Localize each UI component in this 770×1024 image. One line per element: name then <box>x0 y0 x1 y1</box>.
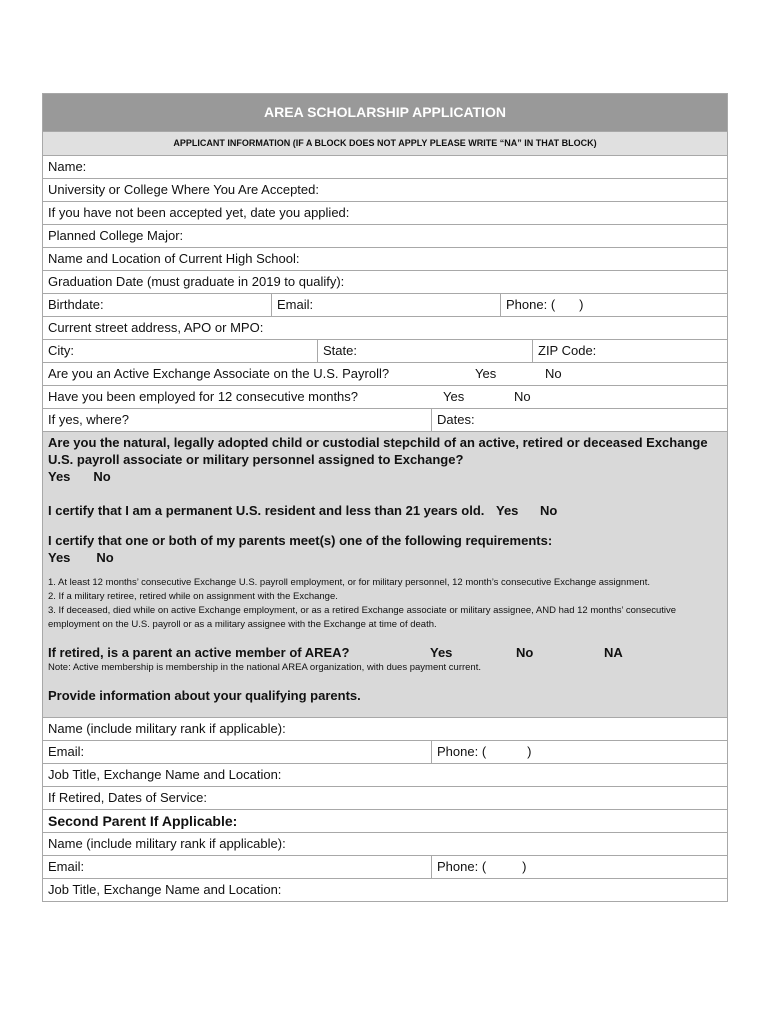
university-field[interactable] <box>43 179 727 202</box>
date-applied-label: If you have not been accepted yet, date you applied: <box>48 205 350 220</box>
resident-no-option[interactable]: No <box>540 503 558 518</box>
high-school-field[interactable] <box>43 248 727 271</box>
high-school-label: Name and Location of Current High School: <box>48 251 300 266</box>
certify-resident-text: I certify that I am a permanent U.S. resident and less than 21 years old. <box>48 503 485 518</box>
child-answer-options <box>48 468 722 485</box>
second-parent-heading: Second Parent If Applicable: <box>48 813 238 829</box>
child-no-option[interactable]: No <box>93 469 111 484</box>
parent1-retired-label: If Retired, Dates of Service: <box>48 790 207 805</box>
parent2-phone-label: Phone: ( <box>437 859 487 874</box>
city-field[interactable]: City: <box>48 343 74 358</box>
employed-question: Have you been employed for 12 consecutive months? <box>48 389 359 404</box>
applicant-email-field[interactable]: Email: <box>271 294 500 316</box>
graduation-date-label: Graduation Date (must graduate in 2019 to qualify): <box>48 274 345 289</box>
retired-member-question: If retired, is a parent an active member of AREA? <box>48 645 350 660</box>
parent2-email-phone-row <box>43 856 727 879</box>
street-address-label: Current street address, APO or MPO: <box>48 320 264 335</box>
employed-row <box>43 386 727 409</box>
retired-na-option[interactable]: NA <box>604 645 623 660</box>
requirement-1: 1. At least 12 months’ consecutive Exchange U.S. payroll employment, or for military personnel, 12 month’s consecutive Exchange assignment. <box>48 577 650 588</box>
requirement-2: 2. If a military retiree, retired while on assignment with the Exchange. <box>48 591 338 602</box>
parents-yes-option[interactable]: Yes <box>48 550 71 565</box>
where-dates-row <box>43 409 727 432</box>
birthdate-email-phone-row <box>43 294 727 317</box>
university-label: University or College Where You Are Accepted: <box>48 182 319 197</box>
provide-info-heading: Provide information about your qualifying parents. <box>48 688 361 703</box>
form-title: AREA SCHOLARSHIP APPLICATION <box>43 94 727 132</box>
parent1-phone-field[interactable] <box>431 741 727 763</box>
phone-label: Phone: ( <box>506 297 556 312</box>
employed-yes-option[interactable]: Yes <box>443 389 465 404</box>
active-yes-option[interactable]: Yes <box>475 366 497 381</box>
child-question: Are you the natural, legally adopted child or custodial stepchild of an active, retired or deceased Exchange U.S. payroll associate or military personnel assigned to Exchange? <box>48 435 708 467</box>
parent1-phone-label: Phone: ( <box>437 744 487 759</box>
birthdate-field[interactable]: Birthdate: <box>48 297 104 312</box>
parents-no-option[interactable]: No <box>96 550 114 565</box>
major-label: Planned College Major: <box>48 228 184 243</box>
major-field[interactable] <box>43 225 727 248</box>
applicant-name-label: Name: <box>48 159 87 174</box>
certify-parents-text: I certify that one or both of my parents meet(s) one of the following requirements: <box>48 533 553 548</box>
parent1-name-field[interactable] <box>43 718 727 741</box>
parent2-name-label: Name (include military rank if applicable): <box>48 836 286 851</box>
city-state-zip-row <box>43 340 727 363</box>
parent1-job-field[interactable] <box>43 764 727 787</box>
dates-field[interactable]: Dates: <box>431 409 727 431</box>
certify-resident-line <box>48 502 722 519</box>
active-no-option[interactable]: No <box>545 366 562 381</box>
employed-no-option[interactable]: No <box>514 389 531 404</box>
state-field[interactable]: State: <box>317 340 532 362</box>
eligibility-section <box>43 432 727 718</box>
parent2-name-field[interactable] <box>43 833 727 856</box>
second-parent-heading-row <box>43 810 727 833</box>
retired-member-line <box>48 644 722 661</box>
parent1-email-field[interactable]: Email: <box>48 744 85 759</box>
requirement-3: 3. If deceased, died while on active Exchange employment, or as a retired Exchange associate or military assignee, AND had 12 months’ consecutive employment on the U.S. payroll or as a military assignee with the Exchange at time of death. <box>48 605 677 630</box>
retired-no-option[interactable]: No <box>516 645 534 660</box>
parent2-job-field[interactable] <box>43 879 727 901</box>
child-yes-option[interactable]: Yes <box>48 469 71 484</box>
active-associate-row <box>43 363 727 386</box>
street-address-field[interactable] <box>43 317 727 340</box>
parent2-email-field[interactable]: Email: <box>48 859 85 874</box>
parents-answer-options <box>48 549 722 566</box>
retired-yes-option[interactable]: Yes <box>430 645 453 660</box>
date-applied-field[interactable] <box>43 202 727 225</box>
parent2-job-label: Job Title, Exchange Name and Location: <box>48 882 282 897</box>
active-associate-question: Are you an Active Exchange Associate on the U.S. Payroll? <box>48 366 390 381</box>
zip-field[interactable]: ZIP Code: <box>532 340 727 362</box>
phone-close: ) <box>579 297 584 312</box>
parent2-phone-close: ) <box>522 859 527 874</box>
resident-yes-option[interactable]: Yes <box>496 503 519 518</box>
graduation-date-field[interactable] <box>43 271 727 294</box>
parent1-retired-field[interactable] <box>43 787 727 810</box>
form-subtitle: APPLICANT INFORMATION (IF A BLOCK DOES NOT APPLY PLEASE WRITE “NA” IN THAT BLOCK) <box>43 132 727 156</box>
applicant-phone-field[interactable] <box>500 294 727 316</box>
applicant-name-field[interactable] <box>43 156 727 179</box>
where-field[interactable]: If yes, where? <box>48 412 129 427</box>
membership-note: Note: Active membership is membership in the national AREA organization, with dues payment current. <box>48 662 481 673</box>
parent1-job-label: Job Title, Exchange Name and Location: <box>48 767 282 782</box>
parent1-email-phone-row <box>43 741 727 764</box>
scholarship-application-form <box>42 93 728 902</box>
parent2-phone-field[interactable] <box>431 856 727 878</box>
parent1-name-label: Name (include military rank if applicable): <box>48 721 286 736</box>
parent1-phone-close: ) <box>527 744 532 759</box>
